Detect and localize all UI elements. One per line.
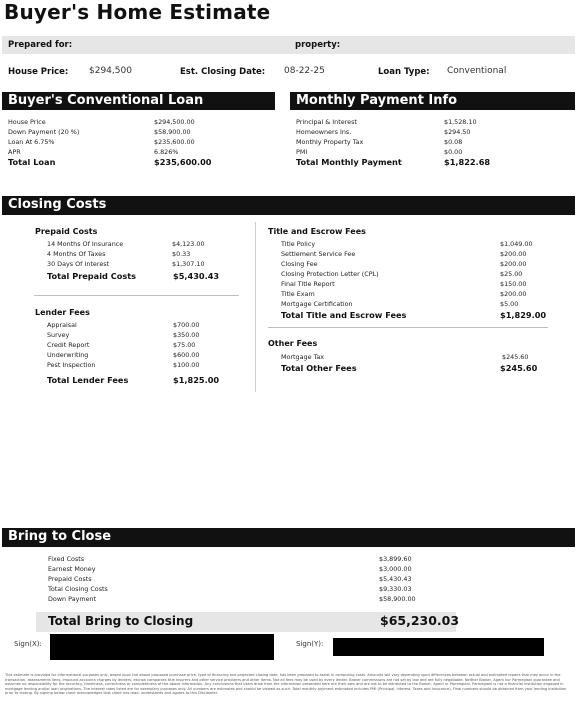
row-value: $25.00 (500, 270, 523, 278)
loan-type-value: Conventional (447, 66, 507, 76)
row-label: Closing Fee (281, 260, 318, 268)
row-value: $294.50 (444, 128, 471, 136)
row-value: $3,000.00 (379, 565, 412, 573)
row-label: Prepaid Costs (48, 575, 92, 583)
row-label: Loan At 6.75% (8, 138, 55, 146)
monthly-total-row (296, 157, 492, 167)
row-value: $245.60 (502, 353, 529, 361)
bring-to-close-header: Bring to Close (2, 528, 575, 547)
bring-total-bar (36, 612, 460, 632)
total-label: Total Loan (8, 157, 56, 167)
total-value: $245.60 (500, 363, 538, 373)
row-value: $75.00 (173, 341, 196, 349)
total-label: Total Title and Escrow Fees (281, 310, 407, 320)
property-label: property: (295, 40, 341, 50)
row-value: $3,899.60 (379, 555, 412, 563)
disclaimer-text: This estimate is provided for informational purposes only, based upon the above proposed purchase price, type of financing and projected closing date, has been prepared to assist in computing costs. Amounts will vary depending upon differences between actual and estimated repairs that may occur in the transaction, assessments liens, impound accounts charges by lenders, escrow companies title insurers and other service providers and other items. Not all fees may be used by every lender. Broker commissions are not set by law and are fully negotiable. Neither Broker, Agent nor Parmegiani guarantee and assumes no responsibility for the accuracy, timeliness, correctness or completeness of the above information. Any conclusions that users draw from the information presented here are their own and are not to be attributed to the Broker, Agent or Parmegiani. Parmegiani is not a financial institution engaged in mortgage lending and/or loan originations. The interest rates listed are for exemplary purposes only. All numbers are estimates and should be viewed as such. Total monthly payment estimated includes PMI (Principal, Interest, Taxes and Insurance). Final numbers should be obtained from your lending institution prior to closing. By signing below client acknowledges that client has read, understands and agrees to this Disclaimer. (5, 673, 567, 696)
row-label: PMI (296, 148, 308, 156)
lender-rows (47, 320, 206, 370)
total-value: $1,825.00 (173, 375, 220, 385)
row-value: $5,430.43 (379, 575, 412, 583)
prepared-for-label: Prepared for: (8, 40, 73, 50)
closing-date-value: 08-22-25 (284, 66, 325, 76)
title-escrow-row (281, 269, 533, 279)
monthly-rows (296, 117, 492, 167)
loan-type-label: Loan Type: (378, 67, 430, 77)
prepaid-row (47, 249, 210, 259)
row-value: $700.00 (173, 321, 200, 329)
row-label: Monthly Property Tax (296, 138, 364, 146)
lender-row (47, 320, 206, 330)
lender-row (47, 350, 206, 360)
house-price-label: House Price: (8, 67, 69, 77)
row-value: $100.00 (173, 361, 200, 369)
info-line (8, 66, 573, 80)
row-label: Title Exam (281, 290, 315, 298)
page-title: Buyer's Home Estimate (4, 0, 271, 24)
total-value: $235,600.00 (154, 157, 212, 167)
row-label: Principal & Interest (296, 118, 357, 126)
row-value: $350.00 (173, 331, 200, 339)
total-label: Total Lender Fees (47, 375, 129, 385)
sign-x-redacted (50, 634, 274, 660)
lender-title: Lender Fees (35, 308, 90, 317)
other-total-row (281, 363, 540, 373)
loan-row (8, 147, 218, 157)
title-escrow-row (281, 299, 533, 309)
bring-row (48, 594, 421, 604)
monthly-row (296, 147, 492, 157)
row-label: Mortgage Certification (281, 300, 353, 308)
title-escrow-total-line (281, 310, 546, 320)
prepaid-total-line (47, 271, 223, 281)
title-escrow-row (281, 289, 533, 299)
row-value: $235,600.00 (154, 138, 195, 146)
row-label: Appraisal (47, 321, 77, 329)
row-value: $58,900.00 (379, 595, 416, 603)
bring-row (48, 554, 421, 564)
prepaid-row (47, 239, 210, 249)
row-label: 14 Months Of Insurance (47, 240, 124, 248)
other-rows (281, 352, 532, 362)
row-value: $0.00 (444, 148, 463, 156)
bring-total-label: Total Bring to Closing (48, 614, 194, 628)
row-label: 30 Days Of Interest (47, 260, 110, 268)
row-label: 4 Months Of Taxes (47, 250, 106, 258)
row-label: Homeowners Ins. (296, 128, 352, 136)
row-label: Settlement Service Fee (281, 250, 356, 258)
title-escrow-divider (268, 327, 548, 328)
loan-rows (8, 117, 218, 167)
title-escrow-rows (281, 239, 533, 309)
title-escrow-row (281, 239, 533, 249)
monthly-row (296, 137, 492, 147)
row-label: Mortgage Tax (281, 353, 325, 361)
row-value: $200.00 (500, 290, 527, 298)
prepared-for-bar (2, 36, 575, 54)
row-value: $58,900.00 (154, 128, 191, 136)
sign-x-label: Sign(X): (14, 640, 42, 648)
sign-y-redacted (333, 638, 544, 656)
row-value: $1,049.00 (500, 240, 533, 248)
closing-date-label: Est. Closing Date: (180, 67, 266, 77)
row-label: APR (8, 148, 21, 156)
other-total-line (281, 363, 540, 373)
monthly-header: Monthly Payment Info (290, 92, 575, 110)
sign-y-label: Sign(Y): (296, 640, 324, 648)
bring-row (48, 584, 421, 594)
row-value: $4,123.00 (172, 240, 205, 248)
row-value: $294,500.00 (154, 118, 195, 126)
row-label: Earnest Money (48, 565, 96, 573)
row-label: Title Policy (281, 240, 316, 248)
lender-row (47, 340, 206, 350)
total-value: $5,430.43 (173, 271, 220, 281)
bring-total-value: $65,230.03 (380, 613, 460, 628)
monthly-row (296, 127, 492, 137)
lender-row (47, 360, 206, 370)
row-label: Down Payment (48, 595, 97, 603)
bring-row (48, 574, 421, 584)
row-label: Fixed Costs (48, 555, 85, 563)
loan-header: Buyer's Conventional Loan (2, 92, 275, 110)
total-value: $1,822.68 (444, 157, 491, 167)
lender-row (47, 330, 206, 340)
row-value: $0.33 (172, 250, 191, 258)
row-value: 6.826% (154, 148, 179, 156)
column-divider (255, 222, 256, 392)
row-value: $200.00 (500, 260, 527, 268)
total-value: $1,829.00 (500, 310, 547, 320)
bring-rows (48, 554, 421, 604)
monthly-row (296, 117, 492, 127)
row-label: House Price (8, 118, 46, 126)
house-price-value: $294,500 (89, 66, 132, 76)
prepaid-title: Prepaid Costs (35, 227, 98, 236)
prepaid-row (47, 259, 210, 269)
row-label: Closing Protection Letter (CPL) (281, 270, 379, 278)
title-escrow-title: Title and Escrow Fees (268, 227, 366, 236)
row-value: $1,307.10 (172, 260, 205, 268)
row-label: Pest Inspection (47, 361, 96, 369)
title-escrow-row (281, 259, 533, 269)
prepaid-total-row (47, 271, 223, 281)
prepaid-rows (47, 239, 210, 269)
row-value: $0.08 (444, 138, 463, 146)
prepaid-divider (34, 295, 239, 296)
lender-total-row (47, 375, 219, 385)
total-label: Total Prepaid Costs (47, 271, 137, 281)
row-label: Survey (47, 331, 70, 339)
row-value: $9,330.03 (379, 585, 412, 593)
row-value: $1,528.10 (444, 118, 477, 126)
loan-total-row (8, 157, 218, 167)
title-escrow-total-row (281, 310, 546, 320)
row-label: Down Payment (20 %) (8, 128, 80, 136)
total-label: Total Monthly Payment (296, 157, 402, 167)
other-row (281, 352, 532, 362)
total-label: Total Other Fees (281, 363, 357, 373)
row-label: Underwriting (47, 351, 89, 359)
row-value: $200.00 (500, 250, 527, 258)
other-title: Other Fees (268, 339, 318, 348)
row-value: $5.00 (500, 300, 519, 308)
row-label: Final Title Report (281, 280, 335, 288)
lender-total-line (47, 375, 219, 385)
row-label: Credit Report (47, 341, 90, 349)
title-escrow-row (281, 279, 533, 289)
row-value: $600.00 (173, 351, 200, 359)
loan-row (8, 137, 218, 147)
closing-costs-header: Closing Costs (2, 196, 575, 215)
row-value: $150.00 (500, 280, 527, 288)
row-label: Total Closing Costs (48, 585, 108, 593)
bring-row (48, 564, 421, 574)
loan-row (8, 127, 218, 137)
title-escrow-row (281, 249, 533, 259)
loan-row (8, 117, 218, 127)
